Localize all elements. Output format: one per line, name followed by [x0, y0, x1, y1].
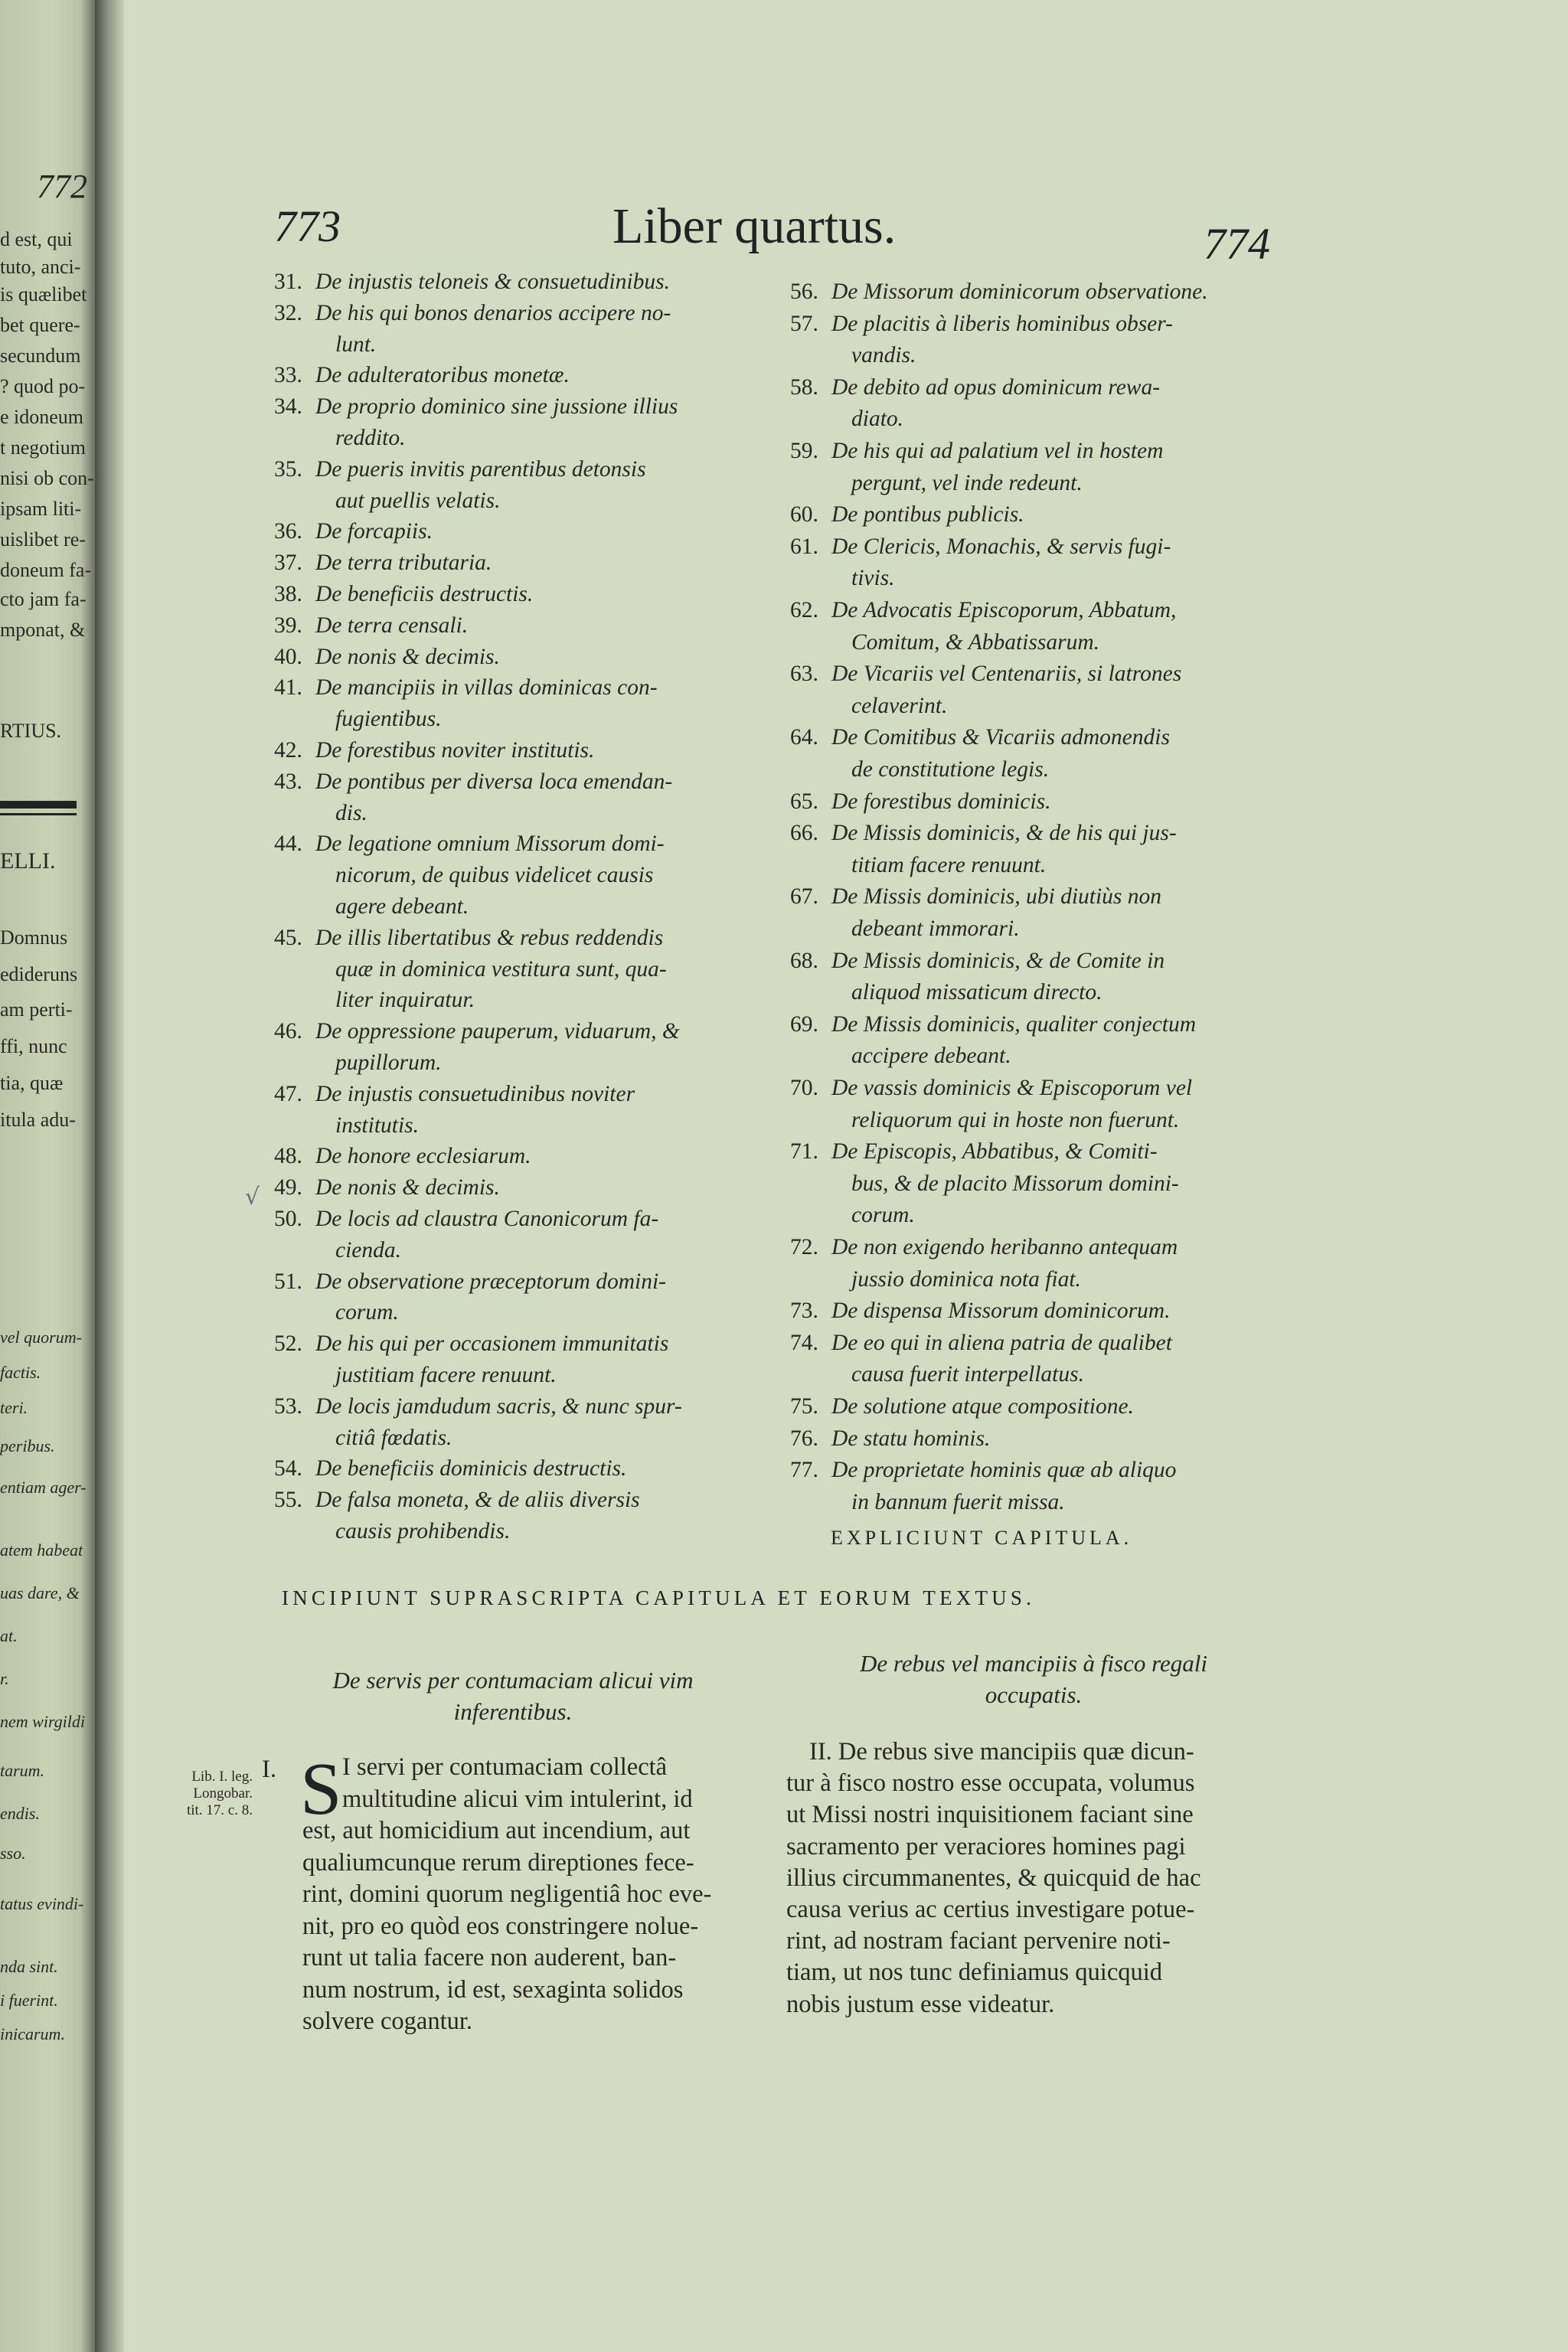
- body-text-line: II. De rebus sive mancipiis quæ dicun-: [809, 1738, 1194, 1766]
- toc-entry-title: De vassis dominicis & Episcoporum vel: [831, 1076, 1193, 1100]
- body-text-line: illius circummanentes, & quicquid de hac: [786, 1864, 1201, 1892]
- toc-entry-number: 36.: [274, 519, 302, 544]
- toc-entry-continuation: bus, & de placito Missorum domini-: [851, 1171, 1179, 1196]
- body-text-line: runt ut talia facere non auderent, ban-: [302, 1944, 677, 1971]
- toc-entry-title: De Episcopis, Abbatibus, & Comiti-: [831, 1139, 1158, 1165]
- body-text-line: sacramento per veraciores homines pagi: [786, 1832, 1186, 1860]
- toc-entry-title: De dispensa Missorum dominicorum.: [831, 1298, 1171, 1324]
- left-page-line: r.: [0, 1669, 9, 1688]
- toc-entry-number: 31.: [274, 270, 302, 294]
- left-page-line: uas dare, &: [0, 1583, 80, 1602]
- toc-entry-continuation: pupillorum.: [335, 1050, 442, 1075]
- margin-note-line: tit. 17. c. 8.: [186, 1802, 253, 1818]
- toc-entry-continuation: Comitum, & Abbatissarum.: [851, 629, 1099, 655]
- toc-entry-number: 50.: [274, 1207, 302, 1231]
- left-page-line: sso.: [0, 1844, 26, 1863]
- toc-entry-title: De honore ecclesiarum.: [315, 1144, 531, 1169]
- toc-entry-number: 69.: [790, 1011, 818, 1037]
- toc-entry-number: 52.: [274, 1331, 302, 1357]
- body-text-line: causa verius ac certius investigare potue-: [786, 1896, 1195, 1923]
- left-page-line: is quælibet: [0, 283, 87, 305]
- left-page-line: e idoneum: [0, 406, 84, 428]
- toc-entry-number: 34.: [274, 394, 302, 420]
- toc-entry-title: De his qui bonos denarios accipere no-: [315, 300, 671, 325]
- body-text-line: num nostrum, id est, sexaginta solidos: [302, 1975, 684, 2004]
- toc-entry-title: De Advocatis Episcoporum, Abbatum,: [831, 598, 1177, 622]
- section-heading-right-line: De rebus vel mancipiis à fisco regali: [859, 1650, 1207, 1677]
- toc-entry-continuation: reddito.: [335, 425, 406, 450]
- toc-entry-title: De beneficiis dominicis destructis.: [315, 1456, 627, 1481]
- left-page-line: teri.: [0, 1398, 28, 1417]
- page-number-left: 773: [274, 201, 341, 251]
- toc-entry-title: De Missis dominicis, & de Comite in: [831, 948, 1165, 973]
- toc-entry-title: De Missorum dominicorum observatione.: [831, 279, 1208, 304]
- left-page-line: entiam ager-: [0, 1478, 87, 1497]
- toc-entry-continuation: corum.: [851, 1203, 915, 1228]
- toc-entry-title: De injustis consuetudinibus noviter: [315, 1081, 635, 1106]
- body-text-line: nobis justum esse videatur.: [786, 1990, 1055, 2018]
- toc-entry-number: 56.: [790, 279, 818, 304]
- pencil-check-mark: √: [245, 1184, 260, 1210]
- toc-entry-continuation: corum.: [335, 1300, 399, 1325]
- left-page-line: ffi, nunc: [0, 1035, 67, 1057]
- toc-entry-title: De Missis dominicis, & de his qui jus-: [831, 821, 1177, 846]
- margin-note: [145, 1769, 253, 1819]
- left-page-line: nem wirgildi: [0, 1712, 86, 1731]
- left-page-line: RTIUS.: [0, 720, 62, 742]
- toc-entry-number: 46.: [274, 1019, 302, 1044]
- toc-entry-number: 65.: [790, 789, 818, 814]
- toc-entry-number: 48.: [274, 1144, 302, 1169]
- left-page-fragment: [0, 0, 95, 2352]
- book-gutter: [95, 0, 124, 2352]
- left-page-line: nda sint.: [0, 1957, 58, 1976]
- toc-entry-title: De beneficiis destructis.: [315, 582, 534, 606]
- toc-entry-number: 49.: [274, 1175, 302, 1200]
- drop-capital: S: [300, 1748, 342, 1831]
- left-page-line: itula adu-: [0, 1109, 76, 1131]
- toc-entry-number: 44.: [274, 831, 302, 857]
- toc-entry-title: De oppressione pauperum, viduarum, &: [315, 1019, 680, 1044]
- toc-entry-title: De forestibus dominicis.: [831, 789, 1051, 814]
- section-roman-numeral: I.: [262, 1756, 276, 1783]
- toc-entry-continuation: fugientibus.: [335, 707, 442, 732]
- left-page-line: cto jam fa-: [0, 588, 87, 610]
- toc-entry-continuation: justitiam facere renuunt.: [335, 1362, 557, 1387]
- toc-entry-title: De non exigendo heribanno antequam: [831, 1235, 1178, 1259]
- toc-entry-number: 70.: [790, 1076, 818, 1100]
- toc-entry-title: De illis libertatibus & rebus reddendis: [315, 925, 664, 950]
- toc-entry-number: 57.: [790, 311, 818, 336]
- section-heading-right-line: occupatis.: [985, 1681, 1083, 1708]
- toc-entry-number: 71.: [790, 1139, 818, 1165]
- left-page-line: i fuerint.: [0, 1991, 58, 2010]
- toc-entry-number: 55.: [274, 1488, 302, 1513]
- body-text-line: nit, pro eo quòd eos constringere nolue-: [302, 1912, 699, 1940]
- toc-entry-number: 67.: [790, 884, 818, 910]
- left-page-line: ELLI.: [0, 848, 56, 874]
- left-page-line: tatus evindi-: [0, 1894, 84, 1913]
- toc-entry-number: 43.: [274, 769, 302, 794]
- toc-entry-number: 33.: [274, 363, 302, 388]
- body-text-line: rint, ad nostram faciant pervenire noti-: [786, 1927, 1171, 1955]
- left-page-line: peribus.: [0, 1436, 55, 1455]
- toc-entry-number: 73.: [790, 1298, 818, 1324]
- left-page-number: 772: [37, 168, 87, 205]
- toc-entry-continuation: in bannum fuerit missa.: [851, 1489, 1065, 1514]
- left-page-line: am perti-: [0, 998, 73, 1021]
- toc-entry-number: 40.: [274, 644, 302, 669]
- toc-entry-number: 62.: [790, 598, 818, 622]
- section-heading-left-line: De servis per contumaciam alicui vim: [332, 1667, 694, 1694]
- left-page-line: doneum fa-: [0, 559, 92, 581]
- toc-entry-title: De Missis dominicis, ubi diutiùs non: [831, 884, 1162, 910]
- incipit-heading: INCIPIUNT SUPRASCRIPTA CAPITULA ET EORUM TEXTUS.: [282, 1586, 1036, 1609]
- toc-entry-number: 32.: [274, 300, 302, 325]
- toc-entry-title: De proprietate hominis quæ ab aliquo: [831, 1458, 1177, 1483]
- left-page-line: vel quorum-: [0, 1328, 82, 1347]
- toc-entry-title: De adulteratoribus monetæ.: [315, 363, 570, 388]
- toc-entry-title: De Clericis, Monachis, & servis fugi-: [831, 534, 1171, 559]
- toc-entry-continuation: institutis.: [335, 1112, 420, 1138]
- toc-entry-continuation: causis prohibendis.: [335, 1518, 511, 1544]
- left-page-line: at.: [0, 1626, 18, 1645]
- toc-entry-number: 38.: [274, 582, 302, 606]
- toc-entry-number: 51.: [274, 1269, 302, 1294]
- toc-entry-title: De locis jamdudum sacris, & nunc spur-: [315, 1393, 682, 1419]
- toc-entry-continuation: pergunt, vel inde redeunt.: [851, 470, 1083, 495]
- body-text-line: tiam, ut nos tunc definiamus quicquid: [786, 1958, 1163, 1987]
- toc-entry-number: 66.: [790, 821, 818, 846]
- body-text-line: est, aut homicidium aut incendium, aut: [302, 1817, 691, 1844]
- toc-entry-number: 58.: [790, 374, 818, 400]
- toc-entry-title: De Comitibus & Vicariis admonendis: [831, 725, 1170, 750]
- toc-entry-number: 37.: [274, 550, 302, 576]
- toc-entry-number: 53.: [274, 1393, 302, 1419]
- toc-entry-continuation: reliquorum qui in hoste non fuerunt.: [851, 1107, 1180, 1132]
- toc-entry-continuation: lunt.: [335, 332, 377, 357]
- toc-entry-number: 59.: [790, 439, 818, 463]
- left-page-line: t negotium: [0, 436, 86, 459]
- toc-entry-title: De pueris invitis parentibus detonsis: [315, 456, 646, 482]
- toc-entry-number: 68.: [790, 948, 818, 973]
- toc-entry-continuation: cienda.: [335, 1237, 402, 1263]
- section-heading-left: [268, 1664, 758, 1727]
- toc-entry-continuation: quæ in dominica vestitura sunt, qua-: [335, 956, 667, 982]
- toc-entry-continuation: de constitutione legis.: [851, 756, 1050, 782]
- body-text-line: multitudine alicui vim intulerint, id: [342, 1785, 693, 1813]
- left-page-line: ? quod po-: [0, 375, 86, 397]
- explicit-capitula: EXPLICIUNT CAPITULA.: [831, 1527, 1133, 1549]
- page-title: Liber quartus.: [612, 198, 897, 254]
- toc-entry-number: 64.: [790, 725, 818, 750]
- body-text-line: ut Missi nostri inquisitionem faciant sine: [786, 1801, 1194, 1829]
- toc-entry-continuation: aliquod missaticum directo.: [851, 980, 1102, 1005]
- toc-entry-title: De injustis teloneis & consuetudinibus.: [315, 270, 670, 294]
- left-page-line: tarum.: [0, 1761, 45, 1780]
- toc-entry-title: De nonis & decimis.: [315, 1175, 500, 1200]
- toc-entry-number: 61.: [790, 534, 818, 559]
- toc-entry-title: De pontibus publicis.: [831, 502, 1024, 528]
- toc-entry-continuation: vandis.: [851, 343, 916, 368]
- toc-entry-number: 35.: [274, 456, 302, 482]
- toc-entry-number: 63.: [790, 662, 818, 687]
- toc-entry-title: De debito ad opus dominicum rewa-: [831, 374, 1161, 400]
- toc-entry-number: 41.: [274, 675, 302, 701]
- body-text-line: I servi per contumaciam collectâ: [342, 1753, 668, 1781]
- toc-entry-title: De forcapiis.: [315, 519, 433, 544]
- left-page-line: tia, quæ: [0, 1072, 64, 1094]
- left-page-line: secundum: [0, 345, 81, 367]
- toc-entry-title: De proprio dominico sine jussione illius: [315, 394, 678, 420]
- toc-entry-continuation: nicorum, de quibus videlicet causis: [335, 863, 654, 888]
- toc-entry-title: De locis ad claustra Canonicorum fa-: [315, 1207, 659, 1231]
- toc-entry-number: 45.: [274, 925, 302, 950]
- toc-entry-number: 60.: [790, 502, 818, 528]
- toc-entry-title: De eo qui in aliena patria de qualibet: [831, 1330, 1172, 1355]
- section-heading-left-line: inferentibus.: [453, 1698, 573, 1725]
- left-page-line: atem habeat: [0, 1540, 83, 1560]
- toc-entry-continuation: citiâ fœdatis.: [335, 1425, 452, 1450]
- left-page-line: factis.: [0, 1363, 41, 1382]
- toc-entry-number: 42.: [274, 738, 302, 763]
- toc-entry-continuation: diato.: [851, 407, 904, 432]
- toc-entry-number: 47.: [274, 1081, 302, 1106]
- toc-entry-number: 76.: [790, 1426, 818, 1451]
- body-text-line: solvere cogantur.: [302, 2007, 473, 2035]
- toc-entry-title: De observatione præceptorum domini-: [315, 1269, 666, 1294]
- left-page-line: edideruns: [0, 963, 78, 985]
- left-page-line: nisi ob con-: [0, 467, 94, 489]
- toc-entry-number: 74.: [790, 1330, 818, 1355]
- body-text-line: tur à fisco nostro esse occupata, volumus: [786, 1769, 1195, 1798]
- toc-entry-continuation: jussio dominica nota fiat.: [851, 1266, 1081, 1292]
- toc-entry-continuation: dis.: [335, 800, 368, 825]
- toc-entry-continuation: debeant immorari.: [851, 916, 1020, 941]
- toc-entry-number: 75.: [790, 1394, 818, 1419]
- toc-entry-title: De pontibus per diversa loca emendan-: [315, 769, 673, 794]
- left-page-line: mponat, &: [0, 619, 86, 641]
- toc-entry-title: De nonis & decimis.: [315, 644, 500, 669]
- toc-entry-continuation: celaverint.: [851, 693, 948, 718]
- margin-note-line: Lib. I. leg.: [191, 1769, 253, 1785]
- toc-entry-continuation: liter inquiratur.: [335, 988, 475, 1013]
- toc-entry-title: De Vicariis vel Centenariis, si latrones: [831, 662, 1182, 687]
- toc-entry-title: De solutione atque compositione.: [831, 1394, 1134, 1419]
- toc-entry-title: De terra censali.: [315, 612, 469, 638]
- toc-entry-title: De terra tributaria.: [315, 550, 492, 576]
- left-page-line: endis.: [0, 1804, 40, 1823]
- toc-entry-title: De placitis à liberis hominibus obser-: [831, 311, 1173, 336]
- body-text-line: qualiumcunque rerum direptiones fece-: [302, 1848, 694, 1877]
- toc-entry-title: De statu hominis.: [831, 1426, 991, 1451]
- toc-entry-number: 54.: [274, 1456, 302, 1481]
- margin-note-line: Longobar.: [193, 1785, 253, 1802]
- body-text-line: rint, domini quorum negligentiâ hoc eve-: [302, 1880, 712, 1908]
- left-page-line: ipsam liti-: [0, 498, 82, 520]
- toc-entry-title: De his qui ad palatium vel in hostem: [831, 439, 1164, 463]
- toc-entry-continuation: aut puellis velatis.: [335, 488, 501, 513]
- toc-entry-continuation: titiam facere renuunt.: [851, 852, 1047, 877]
- toc-entry-title: De mancipiis in villas dominicas con-: [315, 675, 658, 701]
- left-page-line: bet quere-: [0, 314, 80, 336]
- toc-entry-continuation: causa fuerit interpellatus.: [851, 1362, 1084, 1387]
- left-page-line: d est, qui: [0, 228, 73, 250]
- toc-entry-title: De his qui per occasionem immunitatis: [315, 1331, 669, 1357]
- toc-entry-number: 39.: [274, 612, 302, 638]
- left-page-line: Domnus: [0, 926, 68, 949]
- toc-entry-continuation: accipere debeant.: [851, 1044, 1011, 1069]
- toc-entry-continuation: agere debeant.: [335, 893, 469, 919]
- toc-entry-number: 77.: [790, 1458, 818, 1483]
- toc-entry-title: De falsa moneta, & de aliis diversis: [315, 1488, 640, 1513]
- left-page-line: tuto, anci-: [0, 256, 81, 278]
- toc-entry-number: 72.: [790, 1235, 818, 1259]
- toc-entry-title: De legatione omnium Missorum domi-: [315, 831, 665, 857]
- page-number-right: 774: [1204, 219, 1270, 269]
- left-page-line: uislibet re-: [0, 528, 86, 550]
- section-heading-right: [781, 1648, 1286, 1710]
- toc-entry-title: De Missis dominicis, qualiter conjectum: [831, 1011, 1197, 1037]
- left-page-rule: [0, 801, 77, 808]
- left-page-rule-thin: [0, 813, 77, 815]
- toc-entry-continuation: tivis.: [851, 566, 895, 591]
- toc-entry-title: De forestibus noviter institutis.: [315, 738, 595, 763]
- left-page-line: inicarum.: [0, 2024, 65, 2043]
